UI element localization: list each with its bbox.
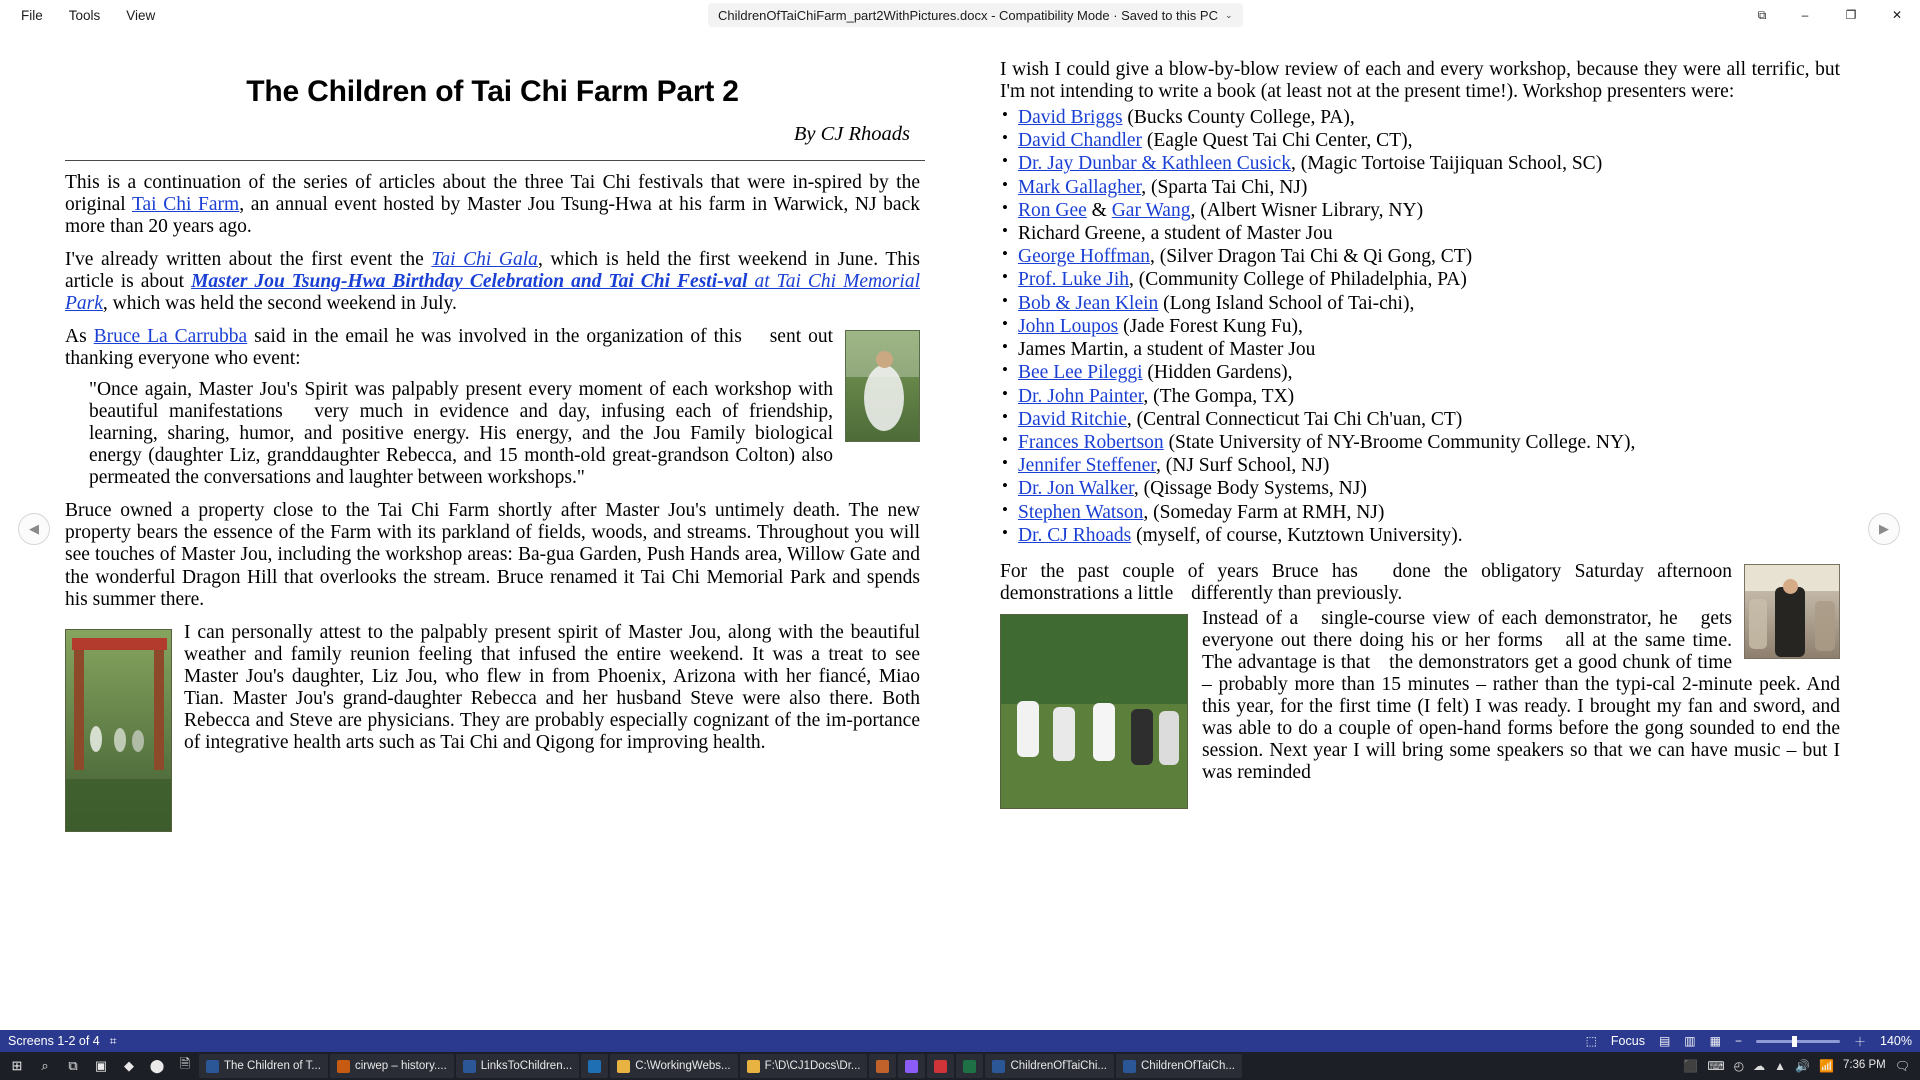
list-item [990, 106, 1850, 129]
paragraph-property: Bruce owned a property close to the Tai Chi Farm shortly after Master Jou's untimely death. The new property bears the essence of the Farm with its parkland of fields, woods, and streams. Throughout you will see touches of Master Jou, including the workshop areas: Ba-gua Garden, Push Hands area, Willow Gate and the wonderful Dragon Hill that overlooks the stream. Bruce renamed it Tai Chi Memorial Park and spends his summer there. [65, 500, 920, 610]
text-run: I can personally attest to the palpably present spirit of Master Jou, along with the beautiful weather and family reunion feeling that infused the entire weekend. It was a treat to see Master Jou's daughter, Liz Jou, who flew in from Phoenix, Arizona with her fiancé, Miao Tian. Master Jou's grand-daughter Rebecca and her husband Steve were also there. Both Rebecca and Steve are physicians. They are probably especially cognizant of the im-portance of integrative health arts such as Tai Chi and Qigong for improving health. [184, 621, 920, 753]
paragraph-email [65, 326, 920, 370]
taskbar-window-cirwep[interactable] [330, 1054, 454, 1078]
presenter-affiliation: (Bucks County College, PA), [1122, 107, 1355, 129]
list-item [990, 454, 1850, 477]
focus-button[interactable]: Focus [1610, 1034, 1645, 1048]
taskbar-window-app7[interactable] [869, 1054, 896, 1078]
list-item [990, 152, 1850, 175]
link-presenter[interactable]: David Chandler [1018, 130, 1143, 152]
list-item [990, 245, 1850, 268]
paragraph-gala [65, 249, 920, 315]
paragraph-demonstrations-cont [1000, 608, 1840, 784]
zoom-out-button[interactable]: − [1734, 1034, 1742, 1048]
text-run: differently than previously. [1191, 582, 1403, 604]
taskbar-window-label: LinksToChildren... [480, 1060, 573, 1072]
link-presenter[interactable]: Dr. CJ Rhoads [1018, 524, 1132, 546]
photo-content [1001, 615, 1187, 808]
link-presenter[interactable]: Dr. John Painter [1018, 385, 1144, 407]
taskbar-window-label: ChildrenOfTaiCh... [1141, 1060, 1235, 1072]
text-run: I've already written about the first event the [65, 249, 432, 271]
taskbar-quick-launch [0, 1054, 198, 1078]
photo-person-dark [1131, 709, 1153, 765]
presenter-affiliation: (myself, of course, Kutztown University). [1131, 524, 1463, 546]
photo-gate-post-right [154, 650, 164, 770]
list-item [990, 292, 1850, 315]
list-item [990, 199, 1850, 222]
list-item [990, 477, 1850, 500]
link-birthday-celebration[interactable]: Master Jou Tsung-Hwa Birthday Celebration and Tai Chi Festi-val [191, 271, 748, 293]
chevron-down-icon[interactable]: ⌄ [1224, 9, 1233, 20]
link-presenter[interactable]: Jennifer Steffener [1018, 455, 1157, 477]
cloud-icon[interactable]: ☁ [1753, 1059, 1766, 1073]
focus-icon[interactable]: ⬚ [1585, 1034, 1597, 1048]
paragraph-workshops: I wish I could give a blow-by-blow review of each and every workshop, because they were all terrific, but I'm not intending to write a book (at least not at the present time!). Workshop presenters were: [1000, 59, 1840, 103]
link-presenter[interactable]: Frances Robertson [1018, 431, 1164, 453]
minimize-button[interactable]: – [1801, 8, 1809, 22]
keyboard-icon[interactable]: ⌨ [1707, 1059, 1725, 1073]
presenter-plain: Richard Greene, a student of Master Jou [1018, 223, 1333, 245]
text-run: , which is held the first weekend in June. This article is about [65, 249, 920, 293]
menu-item-file[interactable]: File [21, 7, 43, 23]
photo-group-practice [1000, 614, 1188, 809]
network-icon[interactable]: 📶 [1818, 1059, 1834, 1073]
folder-icon [747, 1060, 760, 1073]
link-presenter[interactable]: George Hoffman [1018, 246, 1150, 268]
page-title: The Children of Tai Chi Farm Part 2 [246, 75, 739, 108]
menu-item-view[interactable]: View [126, 7, 156, 23]
list-item [990, 268, 1850, 291]
paragraph-attest [65, 622, 920, 754]
taskbar-window-childrenoftaichi-1[interactable] [985, 1054, 1114, 1078]
link-presenter-secondary[interactable]: Gar Wang [1111, 199, 1191, 221]
link-presenter[interactable]: Mark Gallagher [1018, 176, 1142, 198]
presenter-affiliation: , (Qissage Body Systems, NJ) [1133, 478, 1367, 500]
page-column-right [990, 30, 1850, 813]
photo-figure [864, 365, 904, 431]
link-tai-chi-farm[interactable]: Tai Chi Farm [131, 194, 240, 216]
browser-icon[interactable]: ⬤ [149, 1058, 165, 1073]
clock-time: 7:36 PM [1842, 1059, 1886, 1072]
blockquote [89, 379, 920, 489]
list-item [990, 408, 1850, 431]
status-bar-right [1586, 1030, 1912, 1052]
print-layout-icon[interactable]: ▥ [1684, 1034, 1696, 1048]
next-page-button[interactable]: ▶ [1868, 513, 1900, 545]
screen-reader-icon[interactable]: ⌗ [109, 1033, 117, 1048]
onedrive-icon[interactable]: ⬛ [1683, 1059, 1699, 1073]
word-icon [463, 1060, 476, 1073]
taskbar-window-app8[interactable] [898, 1054, 925, 1078]
photo-content [1745, 565, 1839, 658]
app-icon [876, 1060, 889, 1073]
clock[interactable] [1843, 1060, 1886, 1072]
status-bar-left [0, 1034, 116, 1049]
folder-icon [617, 1060, 630, 1073]
taskbar [0, 1052, 1920, 1080]
presenter-plain: James Martin, a student of Master Jou [1018, 339, 1316, 361]
photo-willow-gate [65, 629, 172, 832]
text-run: done the obligatory Saturday [1392, 560, 1644, 582]
link-bruce-la-carrubba[interactable]: Bruce La Carrubba [93, 326, 248, 348]
window-titlebar [0, 0, 1920, 30]
photo-master-jou-portrait [845, 330, 920, 442]
taskbar-window-word-children[interactable] [199, 1054, 328, 1078]
text-run: , which was held the second weekend in July. [102, 293, 457, 315]
paragraph-intro [65, 172, 920, 238]
document-page [55, 30, 1845, 1030]
photo-gate-top [72, 638, 167, 650]
app-icon [905, 1060, 918, 1073]
text-run: very much in evidence and day, infusing each of friendship, learning, [89, 401, 833, 445]
presenter-affiliation: , (Albert Wisner Library, NY) [1190, 199, 1424, 221]
presenter-affiliation: (Hidden Gardens), [1142, 362, 1293, 384]
text-run: Instead of a [1202, 607, 1299, 629]
word-icon [206, 1060, 219, 1073]
text-run: the demonstrators get a good [1389, 652, 1617, 674]
text-run: gets everyone out there doing [1202, 607, 1732, 652]
presenter-affiliation: , (The Gompa, TX) [1143, 385, 1295, 407]
taskbar-window-label: C:\WorkingWebs... [635, 1060, 731, 1072]
word-icon [1123, 1060, 1136, 1073]
link-presenter[interactable]: David Briggs [1018, 107, 1123, 129]
document-title: ChildrenOfTaiChiFarm_part2WithPictures.docx - Compatibility Mode · Saved to this PC [718, 7, 1218, 23]
photo-lawn [66, 779, 172, 831]
start-button-icon[interactable]: ⊞ [11, 1058, 23, 1073]
link-presenter[interactable]: Stephen Watson [1018, 501, 1144, 523]
taskbar-window-childrenoftaichi-2[interactable] [1116, 1054, 1242, 1078]
presenter-affiliation: , (Someday Farm at RMH, NJ) [1143, 501, 1385, 523]
link-presenter[interactable]: Bob & Jean Klein [1018, 292, 1159, 314]
ribbon-display-icon[interactable]: ⧉ [1757, 7, 1767, 22]
photo-person [1815, 601, 1835, 651]
list-item [990, 385, 1850, 408]
status-bar [0, 1030, 1920, 1052]
task-view-icon[interactable]: ⧉ [68, 1058, 78, 1073]
list-item [990, 501, 1850, 524]
photo-person-dark [1775, 587, 1805, 657]
text-run: & [1086, 199, 1112, 221]
photo-gate-post-left [74, 650, 84, 770]
presenter-affiliation: , (Community College of Philadelphia, PA) [1129, 269, 1467, 291]
photo-indoor-demo [1744, 564, 1840, 659]
menu-item-tools[interactable]: Tools [68, 7, 101, 23]
list-item [990, 129, 1850, 152]
divider [65, 160, 925, 161]
text-run: said in the email he was involved in the organization of this [247, 326, 742, 348]
presenter-affiliation: , (Sparta Tai Chi, NJ) [1141, 176, 1308, 198]
list-item [990, 338, 1850, 361]
menu-bar [0, 4, 168, 27]
taskbar-window-pdf[interactable] [927, 1054, 954, 1078]
photo-person [1159, 711, 1179, 765]
photo-person [1093, 703, 1115, 761]
list-item [990, 315, 1850, 338]
list-item [990, 524, 1850, 547]
page-column-left [55, 30, 930, 836]
presenter-affiliation: , (Central Connecticut Tai Chi Ch'uan, CT) [1126, 408, 1463, 430]
presenter-affiliation: , (Silver Dragon Tai Chi & Qi Gong, CT) [1149, 246, 1473, 268]
photo-content [66, 630, 171, 831]
search-icon[interactable]: ⌕ [41, 1058, 49, 1073]
taskbar-window-label: cirwep – history.... [354, 1060, 447, 1072]
byline: By CJ Rhoads [793, 123, 910, 145]
taskbar-window-label: ChildrenOfTaiChi... [1010, 1060, 1107, 1072]
zoom-slider-handle[interactable] [1792, 1036, 1797, 1047]
list-item [990, 176, 1850, 199]
file-explorer-icon[interactable]: 🗎 [179, 1056, 191, 1071]
taskbar-window-workingwebs[interactable] [610, 1054, 737, 1078]
text-run: advantage is that [1237, 652, 1371, 674]
photo-person [132, 730, 144, 752]
excel-icon [963, 1060, 976, 1073]
taskbar-system-tray [1683, 1052, 1920, 1080]
zoom-level[interactable]: 140% [1880, 1034, 1912, 1048]
list-item [990, 361, 1850, 384]
text-run: chunk of time – probably more than 15 minutes – rather than the typi-cal 2-minute peek. And this year, for the first time (I felt) I was ready. I brought my fan and sword, and was able to do a couple of open-hand forms before the gong sounded to end the session. Next year I will bring some speakers so that we can have music – but I was reminded [1202, 652, 1840, 784]
word-icon [992, 1060, 1005, 1073]
taskbar-window-linkstochildren[interactable] [456, 1054, 579, 1078]
screens-indicator[interactable]: Screens 1-2 of 4 [8, 1034, 100, 1048]
app-pinned-icon[interactable]: ◆ [124, 1058, 134, 1073]
text-run: his or her forms [1411, 630, 1543, 652]
photo-person [1749, 599, 1767, 649]
photo-content [846, 331, 919, 441]
window-controls [1742, 0, 1920, 30]
text-run: This is a continuation of the series of articles about the three Tai Chi festivals that were in-spired by the original [65, 172, 920, 216]
photo-person [1017, 701, 1039, 757]
link-memorial-park[interactable]: at Tai Chi Memorial Park [65, 271, 920, 315]
presenter-affiliation: (Eagle Quest Tai Chi Center, CT), [1142, 130, 1413, 152]
maximize-button[interactable]: ❐ [1845, 8, 1857, 22]
presenter-affiliation: (Long Island School of Tai-chi), [1158, 292, 1415, 314]
link-presenter[interactable]: Dr. Jon Walker [1018, 478, 1134, 500]
link-tai-chi-gala[interactable]: Tai Chi Gala [431, 249, 538, 271]
presenter-affiliation: (State University of NY-Broome Community College. NY), [1163, 431, 1636, 453]
zoom-in-button[interactable]: ＋ [1854, 1034, 1867, 1049]
pdf-icon [934, 1060, 947, 1073]
text-run: , an annual event hosted by Master Jou Tsung-Hwa at his farm in Warwick, NJ back more than 20 years ago. [65, 194, 920, 238]
taskbar-window-excel[interactable] [956, 1054, 983, 1078]
zoom-slider[interactable] [1756, 1040, 1840, 1043]
photo-trees [1001, 615, 1188, 707]
presenter-affiliation: , (Magic Tortoise Taijiquan School, SC) [1290, 153, 1603, 175]
link-presenter[interactable]: Ron Gee [1018, 199, 1087, 221]
text-run-wrapped: sent out thanking everyone who event: [65, 326, 833, 370]
link-presenter[interactable]: Bee Lee Pileggi [1018, 362, 1143, 384]
text-run: demonstrator, he [1544, 607, 1678, 629]
text-run: sharing, humor, and positive energy. His energy, and the Jou Family biological energy (daughter Liz, granddaughter Rebecca, and 15 month-old great-grandson Colton) also permeated the conversations and laughter between workshops." [89, 423, 833, 489]
tray-icon-group [1683, 1059, 1834, 1073]
text-run: afternoon demonstrations a little [1000, 560, 1732, 604]
link-presenter[interactable]: Prof. Luke Jih [1018, 269, 1130, 291]
notifications-icon[interactable]: 🗨 [1894, 1059, 1910, 1073]
presenter-list [990, 106, 1850, 547]
document-title-chip[interactable] [708, 3, 1243, 27]
text-run: single-course view of each [1321, 607, 1538, 629]
link-presenter[interactable]: David Ritchie [1018, 408, 1127, 430]
document-canvas[interactable] [0, 30, 1920, 1030]
close-button[interactable]: ✕ [1891, 8, 1903, 22]
presenter-affiliation: , (NJ Surf School, NJ) [1156, 455, 1330, 477]
link-presenter[interactable]: John Loupos [1018, 315, 1119, 337]
paragraph-demonstrations [1000, 561, 1840, 605]
text-run: For the past couple of years Bruce has [1000, 560, 1358, 582]
photo-head [1783, 579, 1798, 594]
text-run: all at the same time. The [1202, 630, 1733, 674]
previous-page-button[interactable]: ◀ [18, 513, 50, 545]
taskbar-window-label: The Children of T... [224, 1060, 321, 1072]
taskbar-window-app4[interactable] [581, 1054, 608, 1078]
photo-person [1053, 707, 1075, 761]
text-run: "Once again, Master Jou's Spirit was palpably present every moment of each workshop with beautiful manifestations [89, 379, 833, 423]
list-item [990, 222, 1850, 245]
volume-icon[interactable]: 🔊 [1795, 1059, 1810, 1073]
app-icon [588, 1060, 601, 1073]
taskbar-window-label: F:\D\CJ1Docs\Dr... [764, 1060, 861, 1072]
battery-icon[interactable]: ◴ [1733, 1059, 1745, 1073]
taskbar-window-cj1docs[interactable] [740, 1054, 868, 1078]
photo-person [90, 726, 102, 752]
read-mode-icon[interactable]: ▤ [1658, 1034, 1671, 1048]
web-layout-icon[interactable]: ▦ [1709, 1034, 1721, 1048]
show-hidden-icons-icon[interactable]: ▲ [1774, 1059, 1787, 1073]
link-presenter[interactable]: Dr. Jay Dunbar & Kathleen Cusick [1018, 153, 1291, 175]
presenter-affiliation: (Jade Forest Kung Fu), [1118, 315, 1303, 337]
browser-tab-icon [337, 1060, 350, 1073]
photo-person [114, 728, 126, 752]
widgets-icon[interactable]: ▣ [94, 1058, 108, 1073]
text-run: As [65, 326, 94, 348]
list-item [990, 431, 1850, 454]
